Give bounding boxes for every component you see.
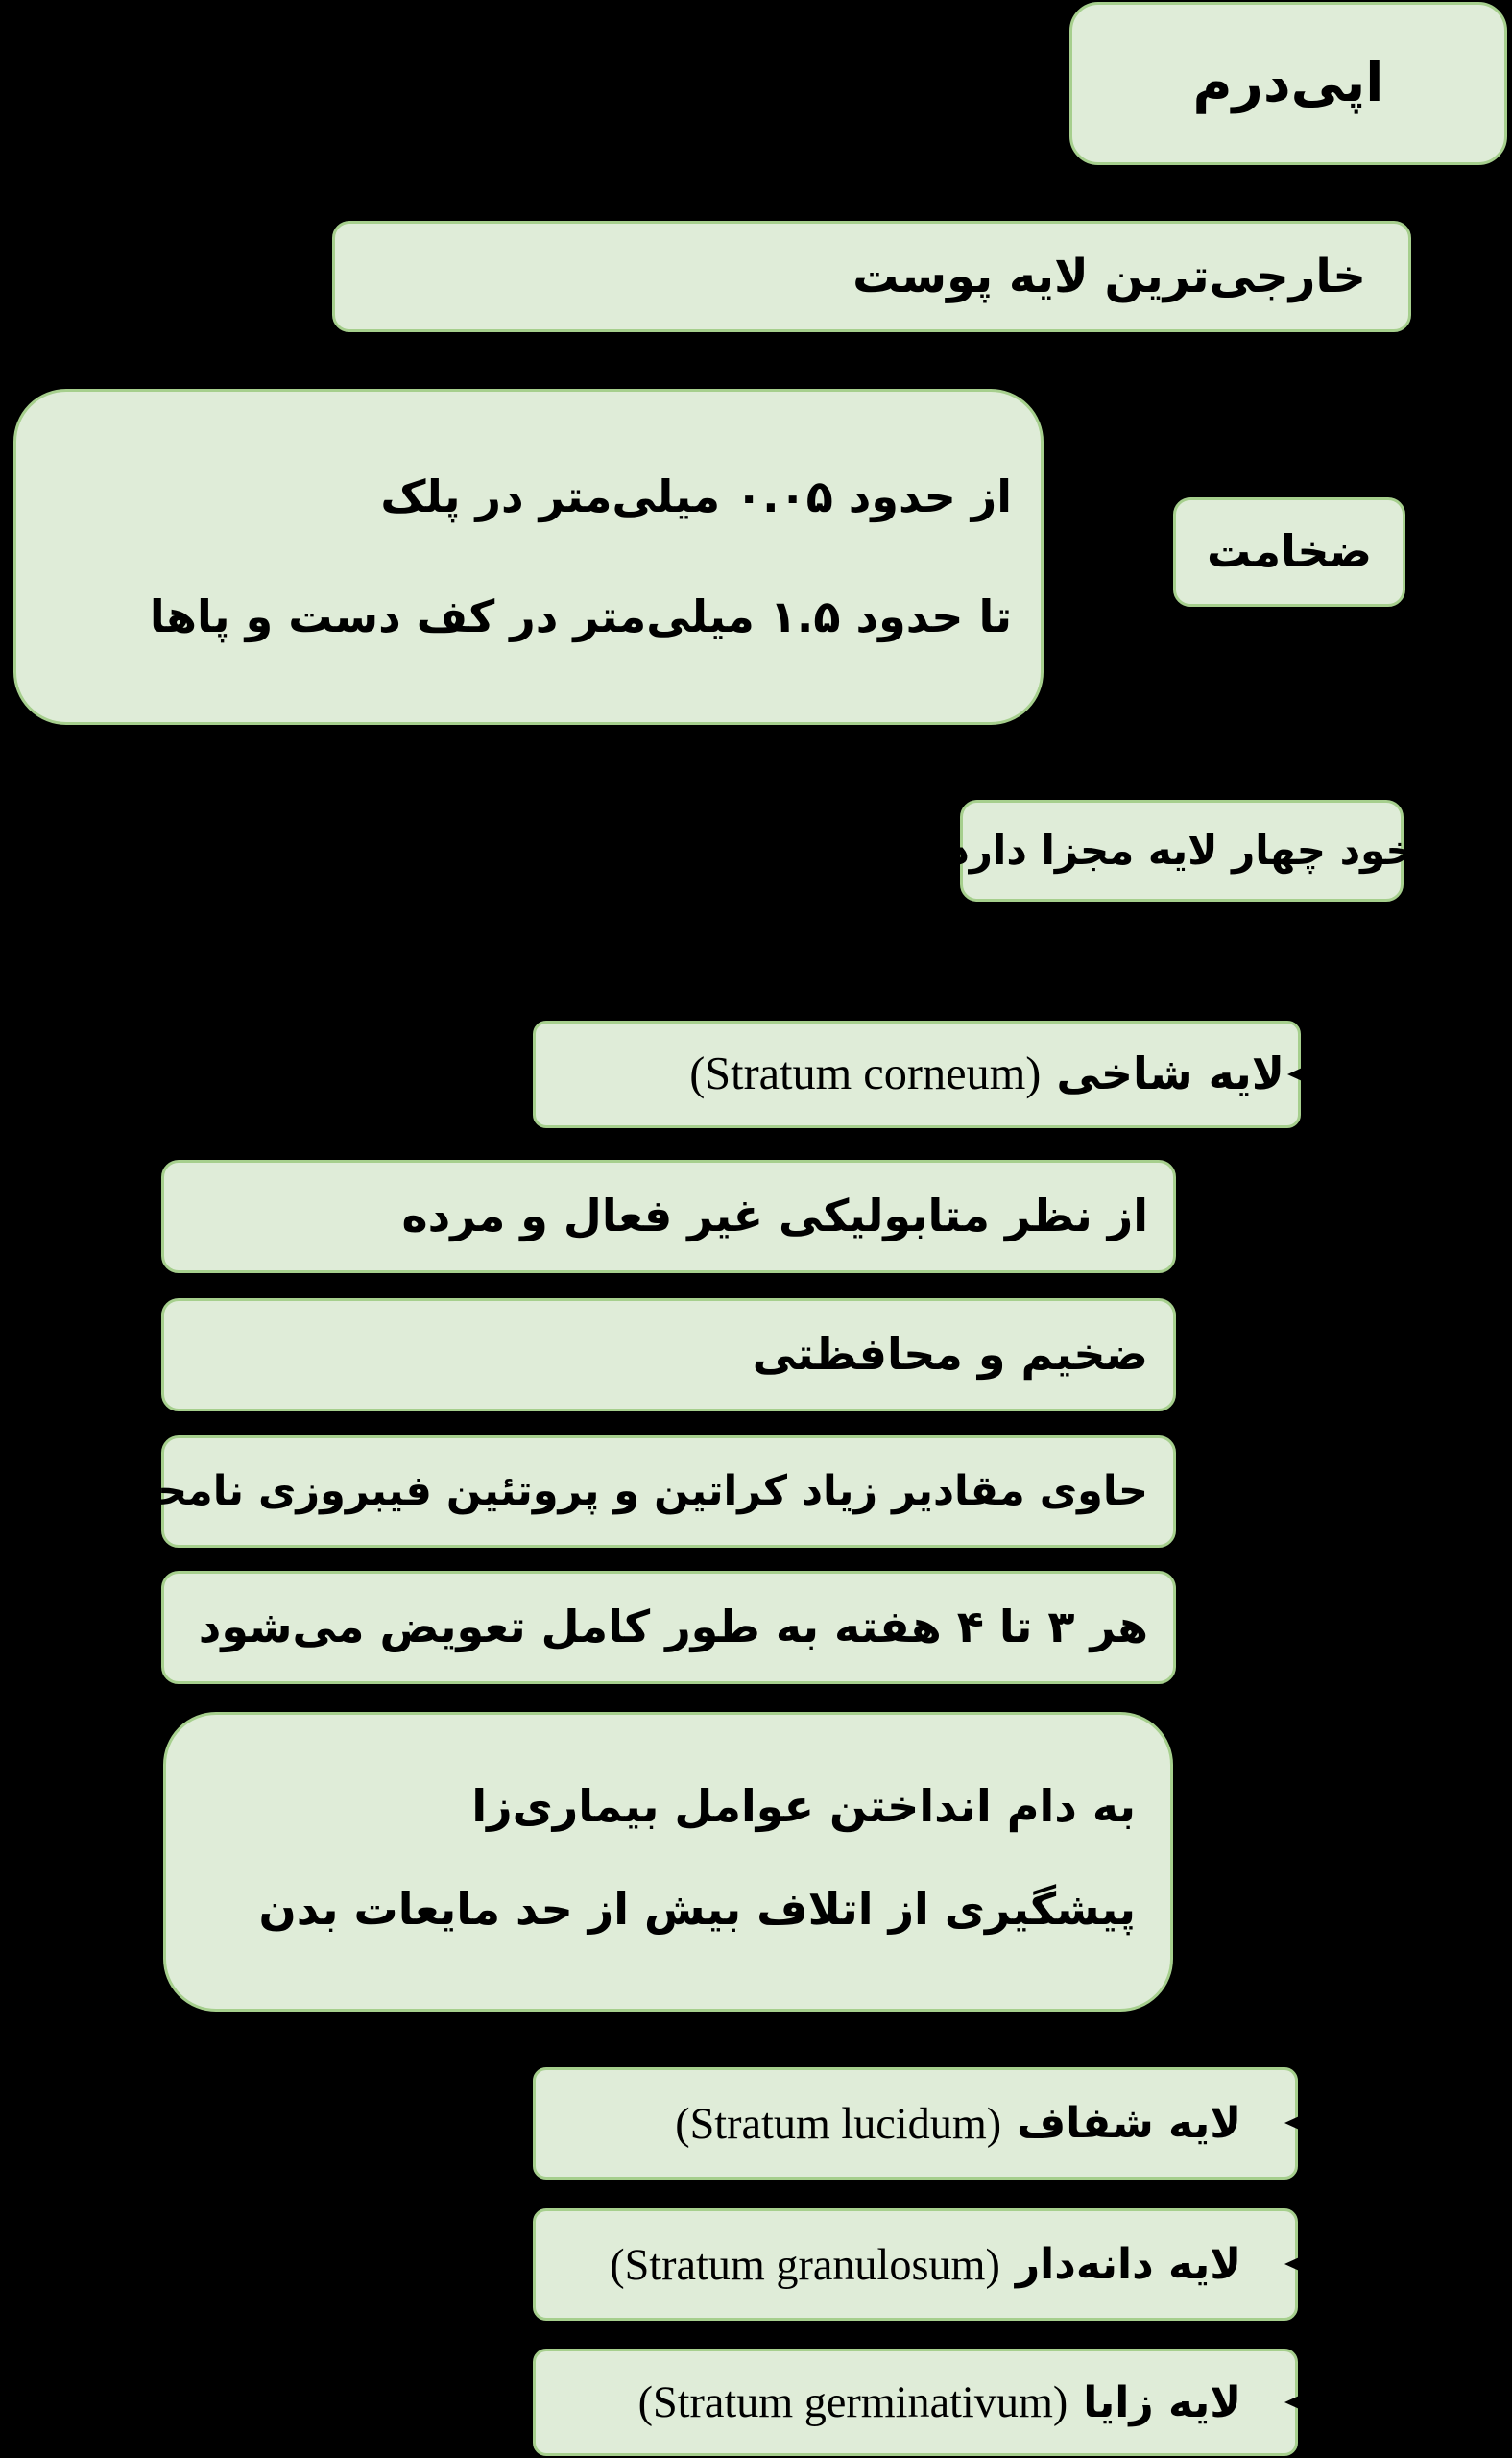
node-renewal-cycle-label: هر ۳ تا ۴ هفته به طور کامل تعویض می‌شود — [198, 1601, 1148, 1653]
stratum-corneum-label-en: (Stratum corneum) — [689, 1048, 1042, 1099]
stratum-lucidum-label-en: (Stratum lucidum) — [675, 2098, 1002, 2148]
node-outermost-layer-label: خارجی‌ترین لایه پوست — [852, 250, 1366, 303]
connector-arrow-icon — [1284, 2113, 1306, 2133]
node-metabolically-inactive — [161, 1160, 1176, 1273]
node-epidermis — [1069, 2, 1507, 165]
node-keratin-content-label: حاوی مقادیر زیاد کراتین و پروتئین فیبروزی نامحلول — [79, 1466, 1148, 1515]
node-four-layers-label: خود چهار لایه مجزا دارد — [948, 826, 1415, 874]
node-stratum-lucidum — [533, 2067, 1298, 2180]
stratum-germinativum-label-en: (Stratum germinativum) — [637, 2377, 1068, 2427]
node-thickness-label: ضخامت — [1206, 525, 1373, 578]
stratum-granulosum-label-en: (Stratum granulosum) — [610, 2239, 1000, 2289]
thickness-range-line2: تا حدود ۱.۵ میلی‌متر در کف دست و پاها — [149, 590, 1012, 642]
stratum-germinativum-label-fa: لایه زایا — [1083, 2377, 1241, 2427]
node-outermost-layer — [332, 221, 1411, 332]
node-functions — [163, 1712, 1173, 2012]
node-stratum-corneum — [533, 1021, 1301, 1128]
node-epidermis-label: اپی‌درم — [1192, 52, 1384, 114]
node-thick-protective — [161, 1298, 1176, 1411]
node-metabolically-inactive-label: از نظر متابولیکی غیر فعال و مرده — [401, 1190, 1148, 1242]
node-keratin-content — [79, 1435, 1176, 1548]
stratum-lucidum-label-fa: لایه شفاف — [1017, 2099, 1241, 2148]
connector-arrow-icon — [1284, 2393, 1306, 2412]
node-thickness — [1173, 497, 1405, 607]
stratum-corneum-label-fa: لایه شاخی — [1056, 1048, 1284, 1100]
node-four-layers — [948, 800, 1415, 902]
node-stratum-granulosum — [533, 2208, 1298, 2321]
functions-line2: پیشگیری از اتلاف بیش از حد مایعات بدن — [258, 1882, 1136, 1935]
node-thick-protective-label: ضخیم و محافظتی — [752, 1328, 1148, 1381]
node-stratum-germinativum — [533, 2349, 1298, 2456]
connector-arrow-icon — [1287, 1065, 1308, 1084]
node-thickness-range — [13, 389, 1044, 725]
thickness-range-line1: از حدود ۰.۰۵ میلی‌متر در پلک — [380, 470, 1012, 522]
stratum-granulosum-label-fa: لایه دانه‌دار — [1015, 2240, 1241, 2289]
node-renewal-cycle — [161, 1571, 1176, 1684]
functions-line1: به دام انداختن عوامل بیماری‌زا — [471, 1780, 1136, 1832]
connector-arrow-icon — [1284, 2254, 1306, 2274]
